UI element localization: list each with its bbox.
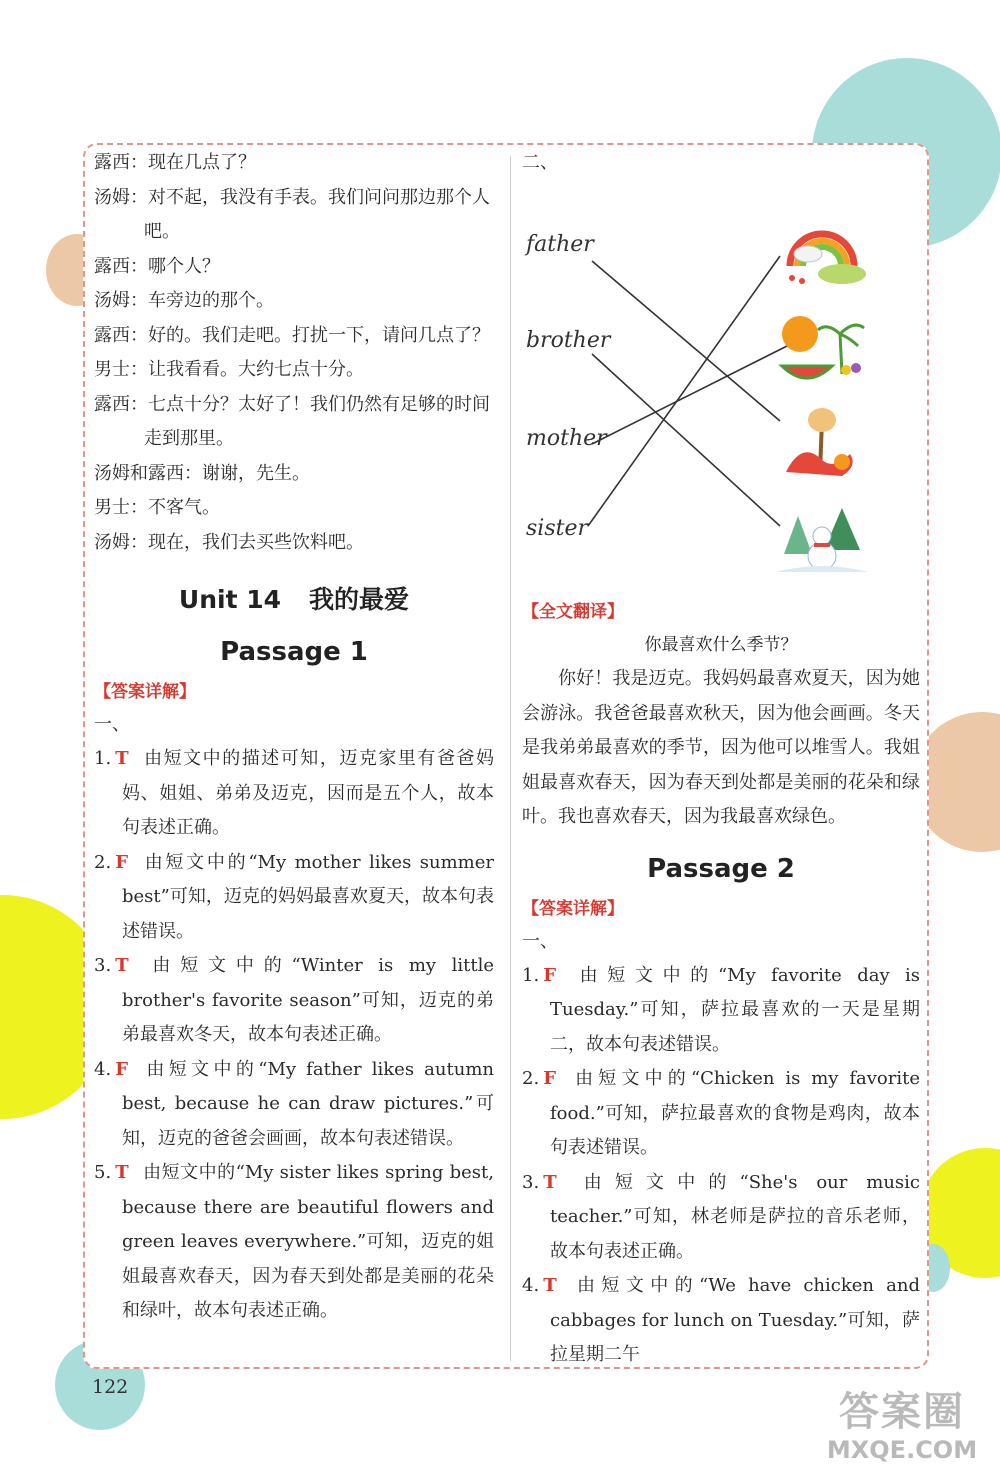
answer-item xyxy=(522,1062,920,1166)
translation-title: 你最喜欢什么季节？ xyxy=(644,635,798,655)
dialogue-line xyxy=(94,181,494,250)
dialogue-speaker: 汤姆和露西： xyxy=(94,462,202,484)
left-column xyxy=(94,146,494,1329)
answer-number: 3. xyxy=(522,1171,540,1193)
answer-number: 2. xyxy=(94,851,112,873)
answer-number: 4. xyxy=(94,1058,112,1080)
answer-number: 2. xyxy=(522,1068,540,1089)
answer-text: 由短文中的“We have chicken and cabbages for lunch on Tuesday.”可知，萨拉星期二午 xyxy=(550,1275,920,1365)
dialogue-text: 对不起，我没有手表。我们问问那边那个人吧。 xyxy=(144,186,490,242)
dialogue-line xyxy=(94,491,494,526)
dialogue-text: 让我看看。大约七点十分。 xyxy=(148,359,364,380)
watermark-logo xyxy=(812,1388,992,1476)
answer-explanation-badge-2: 【答案详解】 xyxy=(522,898,624,919)
winter-snowman-picture xyxy=(772,494,872,578)
match-line-mother xyxy=(592,346,787,444)
dialogue-line xyxy=(94,388,494,457)
answer-item xyxy=(94,846,494,950)
answer-text: 由短文中的“She's our music teacher.”可知，林老师是萨拉的音乐老师，故本句表述正确。 xyxy=(550,1171,920,1262)
answer-item xyxy=(522,1269,920,1373)
dialogue xyxy=(94,146,494,560)
translation-badge: 【全文翻译】 xyxy=(522,602,624,622)
match-word-sister: sister xyxy=(526,516,588,541)
match-line-sister xyxy=(588,256,780,526)
answer-mark: T xyxy=(115,1162,129,1183)
answer-mark: F xyxy=(115,851,128,873)
answer-number: 5. xyxy=(94,1162,112,1183)
summer-fruit-picture xyxy=(772,304,872,388)
dialogue-text: 七点十分？太好了！我们仍然有足够的时间走到那里。 xyxy=(144,393,490,449)
answer-text: 由短文中的“Chicken is my favorite food.”可知，萨拉最喜欢的食物是鸡肉，故本句表述错误。 xyxy=(550,1068,920,1158)
dialogue-text: 谢谢，先生。 xyxy=(202,462,310,484)
flower-icon xyxy=(789,275,795,281)
flower-icon xyxy=(799,278,805,284)
dialogue-speaker: 汤姆： xyxy=(94,531,148,553)
answer-item xyxy=(522,1166,920,1270)
answer-mark: T xyxy=(115,748,129,769)
dialogue-speaker: 汤姆： xyxy=(94,186,148,208)
section-label: 一、 xyxy=(94,714,130,735)
answer-explanation-badge: 【答案详解】 xyxy=(94,682,196,702)
match-line-brother xyxy=(592,354,780,526)
answer-text: 由短文中的“Winter is my little brother's favorite season”可知，迈克的弟弟最喜欢冬天，故本句表述正确。 xyxy=(122,955,494,1045)
answer-mark: T xyxy=(543,1275,557,1296)
unit-title-en: Unit 14 xyxy=(178,585,282,614)
unit-title xyxy=(94,582,494,618)
pumpkin-icon xyxy=(834,454,850,470)
dialogue-speaker: 汤姆： xyxy=(94,290,148,311)
passage-title-2: Passage 2 xyxy=(647,853,795,884)
dialogue-speaker: 露西： xyxy=(94,393,148,415)
matching-exercise xyxy=(522,186,920,596)
answer-number: 1. xyxy=(522,964,540,986)
sun-orange-icon xyxy=(782,316,818,352)
dialogue-line xyxy=(94,526,494,561)
answer-item xyxy=(94,742,494,846)
answer-item xyxy=(94,1053,494,1157)
snowman-scarf-icon xyxy=(814,543,830,547)
spring-rainbow-picture xyxy=(772,206,872,290)
dialogue-text: 不客气。 xyxy=(148,497,220,518)
section-label-2: 一、 xyxy=(522,930,558,952)
watermelon-icon xyxy=(782,366,832,378)
answer-mark: T xyxy=(543,1171,557,1193)
answer-number: 4. xyxy=(522,1275,540,1296)
fruit-icon xyxy=(851,363,861,373)
dialogue-text: 好的。我们走吧。打扰一下，请问几点了？ xyxy=(148,324,490,346)
snow-ground xyxy=(776,566,868,572)
dialogue-text: 哪个人？ xyxy=(148,255,220,277)
tree-canopy-icon xyxy=(808,408,836,432)
answer-number: 3. xyxy=(94,955,112,976)
watermark-sub: MXQE.COM xyxy=(826,1436,978,1464)
autumn-leaves-picture xyxy=(772,400,872,484)
dialogue-speaker: 露西： xyxy=(94,152,148,173)
fruit-icon xyxy=(841,365,851,375)
dialogue-line xyxy=(94,146,494,181)
column-divider xyxy=(510,156,511,1361)
passage-title-1: Passage 1 xyxy=(220,637,368,667)
answer-item xyxy=(94,949,494,1053)
right-column xyxy=(522,146,920,1373)
match-word-father: father xyxy=(526,232,594,257)
dialogue-line xyxy=(94,250,494,285)
dialogue-speaker: 男士： xyxy=(94,497,148,518)
answer-mark: T xyxy=(115,955,129,976)
pine-tree-icon xyxy=(784,516,812,554)
dialogue-line xyxy=(94,353,494,388)
dialogue-speaker: 露西： xyxy=(94,255,148,277)
dialogue-text: 车旁边的那个。 xyxy=(148,290,274,311)
translation-paragraph: 你好！我是迈克。我妈妈最喜欢夏天，因为她会游泳。我爸爸最喜欢秋天，因为他会画画。冬天是我弟弟最喜欢的季节，因为他可以堆雪人。我姐姐最喜欢春天，因为春天到处都是美丽的花朵和绿叶。我也喜欢春天，因为我最喜欢绿色。 xyxy=(522,668,920,827)
answer-text: 由短文中的“My mother likes summer best”可知，迈克的妈妈最喜欢夏天，故本句表述错误。 xyxy=(122,851,494,942)
answer-text: 由短文中的“My favorite day is Tuesday.”可知，萨拉最喜欢的一天是星期二，故本句表述错误。 xyxy=(550,964,920,1055)
answer-number: 1. xyxy=(94,748,112,769)
section-label-two: 二、 xyxy=(522,152,558,173)
grass-mound xyxy=(818,264,866,284)
answer-mark: F xyxy=(115,1058,128,1080)
dialogue-line xyxy=(94,319,494,354)
dialogue-line xyxy=(94,457,494,492)
unit-title-cn: 我的最爱 xyxy=(309,585,410,614)
answer-mark: F xyxy=(543,1068,556,1089)
watermark-main: 答案圈 xyxy=(839,1389,965,1435)
dialogue-line xyxy=(94,284,494,319)
dialogue-text: 现在几点了？ xyxy=(148,152,256,173)
match-word-mother: mother xyxy=(526,426,607,451)
dialogue-speaker: 男士： xyxy=(94,359,148,380)
cloud-icon xyxy=(794,246,822,262)
page-number: 122 xyxy=(92,1376,129,1398)
answer-text: 由短文中的“My father likes autumn best, because he can draw pictures.”可知，迈克的爸爸会画画，故本句表述错误。 xyxy=(122,1058,494,1149)
snowman-head-icon xyxy=(813,527,831,545)
dialogue-text: 现在，我们去买些饮料吧。 xyxy=(148,531,364,553)
dialogue-speaker: 露西： xyxy=(94,324,148,346)
match-word-brother: brother xyxy=(526,328,611,353)
answer-text: 由短文中的描述可知，迈克家里有爸爸妈妈、姐姐、弟弟及迈克，因而是五个人，故本句表述正确。 xyxy=(122,748,494,838)
answer-item xyxy=(94,1156,494,1329)
answer-text: 由短文中的“My sister likes spring best, because there are beautiful flowers and green leaves everywhere.”可知，迈克的姐姐最喜欢春天，因为春天到处都是美丽的花朵和绿叶，故本句表述正确。 xyxy=(122,1162,494,1321)
answer-item xyxy=(522,959,920,1063)
answer-mark: F xyxy=(543,964,556,986)
